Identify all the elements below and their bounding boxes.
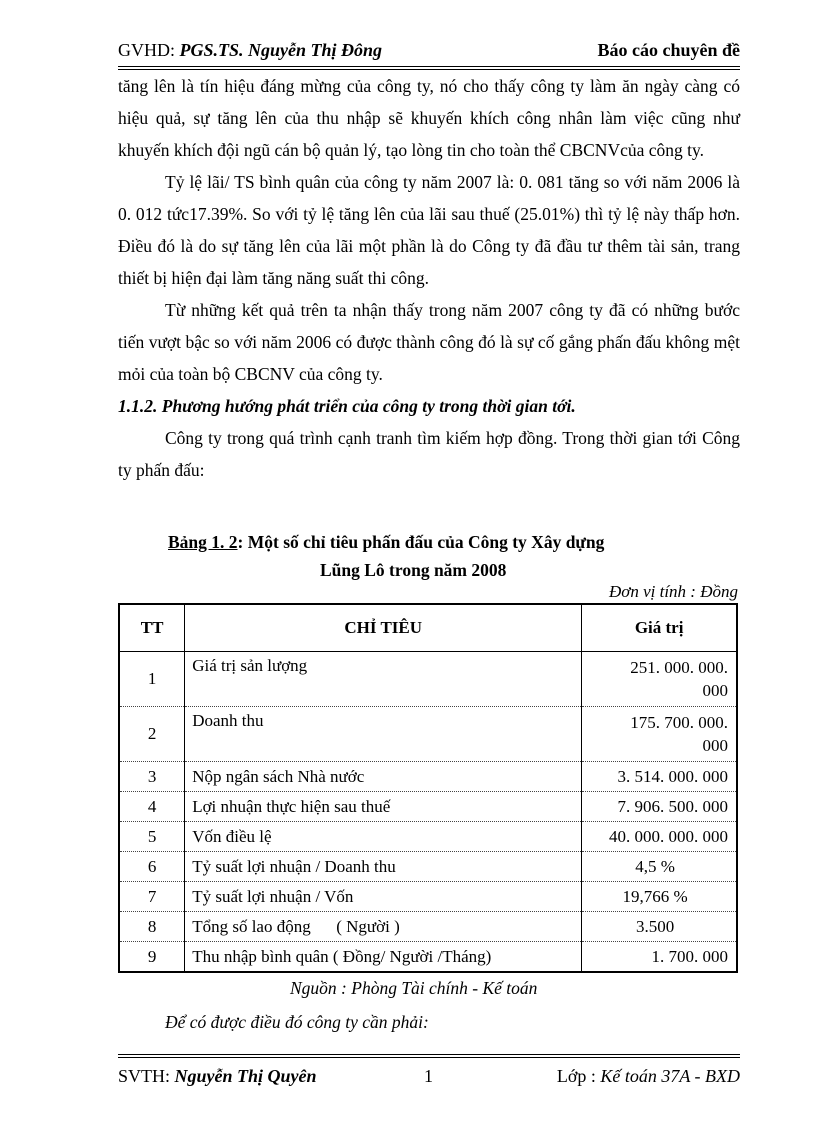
- page-number: 1: [424, 1066, 433, 1086]
- closing-line: Để có được điều đó công ty cần phải:: [165, 1012, 429, 1032]
- header-rule: [118, 66, 740, 67]
- row-criteria: Vốn điều lệ: [185, 822, 582, 852]
- table-row: [119, 707, 737, 762]
- table-title-rest: : Một số chỉ tiêu phấn đấu của Công ty Xây dựng: [237, 532, 605, 552]
- paragraph-3: Từ những kết quả trên ta nhận thấy trong năm 2007 công ty đã có những bước tiến vượt bậc so với năm 2006 có được thành công đó là sự cố gắng phấn đấu không mệt mỏi của toàn bộ CBCNV của công ty.: [118, 300, 740, 384]
- row-value-line2: 000: [702, 736, 728, 755]
- row-criteria: Nộp ngân sách Nhà nước: [185, 762, 582, 792]
- row-criteria: Tỷ suất lợi nhuận / Doanh thu: [185, 852, 582, 882]
- page-header: [118, 38, 740, 64]
- table-row: [119, 792, 737, 822]
- row-value: 4,5 %: [582, 852, 737, 882]
- row-value: [582, 652, 737, 707]
- row-value-line1: 251. 000. 000.: [630, 658, 728, 677]
- table-source: Nguồn : Phòng Tài chính - Kế toán: [290, 978, 538, 998]
- row-criteria: Lợi nhuận thực hiện sau thuế: [185, 792, 582, 822]
- row-value-line1: 175. 700. 000.: [630, 713, 728, 732]
- footer-class: [557, 1066, 740, 1087]
- row-criteria: Tỷ suất lợi nhuận / Vốn: [185, 882, 582, 912]
- footer-class-name: Kế toán 37A - BXD: [600, 1066, 740, 1086]
- table-row: [119, 912, 737, 942]
- row-criteria: Doanh thu: [185, 707, 582, 762]
- row-criteria: Giá trị sản lượng: [185, 652, 582, 707]
- row-tt: 3: [119, 762, 185, 792]
- header-supervisor-label: GVHD:: [118, 40, 180, 60]
- header-report-type: Báo cáo chuyên đề: [597, 40, 740, 60]
- col-header-criteria: CHỈ TIÊU: [185, 604, 582, 652]
- footer-student-name: Nguyễn Thị Quyên: [174, 1066, 317, 1086]
- row-tt: 8: [119, 912, 185, 942]
- targets-table: [118, 603, 738, 973]
- col-header-value: Giá trị: [582, 604, 737, 652]
- table-row: [119, 762, 737, 792]
- row-criteria: Thu nhập bình quân ( Đồng/ Người /Tháng): [185, 942, 582, 973]
- row-value-line2: 000: [702, 681, 728, 700]
- paragraph-1: tăng lên là tín hiệu đáng mừng của công ty, nó cho thấy công ty làm ăn ngày càng có hiệu quả, sự tăng lên của thu nhập sẽ khuyến khích công nhân làm việc cũng như khuyến khích đội ngũ cán bộ quản lý, tạo lòng tin cho toàn thể CBCNVcủa công ty.: [118, 76, 740, 160]
- footer-student-label: SVTH:: [118, 1066, 175, 1086]
- row-value: 19,766 %: [582, 882, 737, 912]
- section-heading: 1.1.2. Phương hướng phát triển của công ty trong thời gian tới.: [118, 396, 576, 416]
- row-value: 40. 000. 000. 000: [582, 822, 737, 852]
- table-row: [119, 652, 737, 707]
- col-header-tt: TT: [119, 604, 185, 652]
- header-supervisor: [118, 40, 382, 61]
- body-text: [118, 70, 740, 486]
- table-header-row: [119, 604, 737, 652]
- footer-rule: [118, 1057, 740, 1058]
- paragraph-2: Tỷ lệ lãi/ TS bình quân của công ty năm 2007 là: 0. 081 tăng so với năm 2006 là 0. 012 tức17.39%. So với tỷ lệ tăng lên của lãi sau thuế (25.01%) thì tỷ lệ này thấp hơn. Điều đó là do sự tăng lên của lãi một phần là do Công ty đã đầu tư thêm tài sản, trang thiết bị hiện đại làm tăng năng suất thi công.: [118, 172, 740, 288]
- row-tt: 1: [119, 652, 185, 707]
- row-tt: 7: [119, 882, 185, 912]
- row-tt: 2: [119, 707, 185, 762]
- table-label: Bảng 1. 2: [168, 532, 238, 552]
- row-tt: 5: [119, 822, 185, 852]
- row-value: 1. 700. 000: [582, 942, 737, 973]
- row-tt: 9: [119, 942, 185, 973]
- footer-rule-thin: [118, 1054, 740, 1055]
- header-supervisor-name: PGS.TS. Nguyễn Thị Đông: [179, 40, 383, 60]
- table-row: [119, 852, 737, 882]
- table-title-line1: [168, 528, 604, 556]
- footer-class-label: Lớp :: [556, 1066, 601, 1086]
- table-row: [119, 822, 737, 852]
- section-paragraph: Công ty trong quá trình cạnh tranh tìm kiếm hợp đồng. Trong thời gian tới Công ty phấn đấu:: [118, 428, 740, 480]
- row-value: [582, 707, 737, 762]
- footer-student: [118, 1066, 317, 1087]
- table-row: [119, 942, 737, 973]
- table-unit: Đơn vị tính : Đồng: [608, 582, 738, 601]
- table-title-line2: Lũng Lô trong năm 2008: [320, 560, 507, 580]
- row-value: 7. 906. 500. 000: [582, 792, 737, 822]
- row-tt: 4: [119, 792, 185, 822]
- row-value: 3.500: [582, 912, 737, 942]
- row-value: 3. 514. 000. 000: [582, 762, 737, 792]
- row-criteria: Tổng số lao động ( Người ): [185, 912, 582, 942]
- row-tt: 6: [119, 852, 185, 882]
- table-row: [119, 882, 737, 912]
